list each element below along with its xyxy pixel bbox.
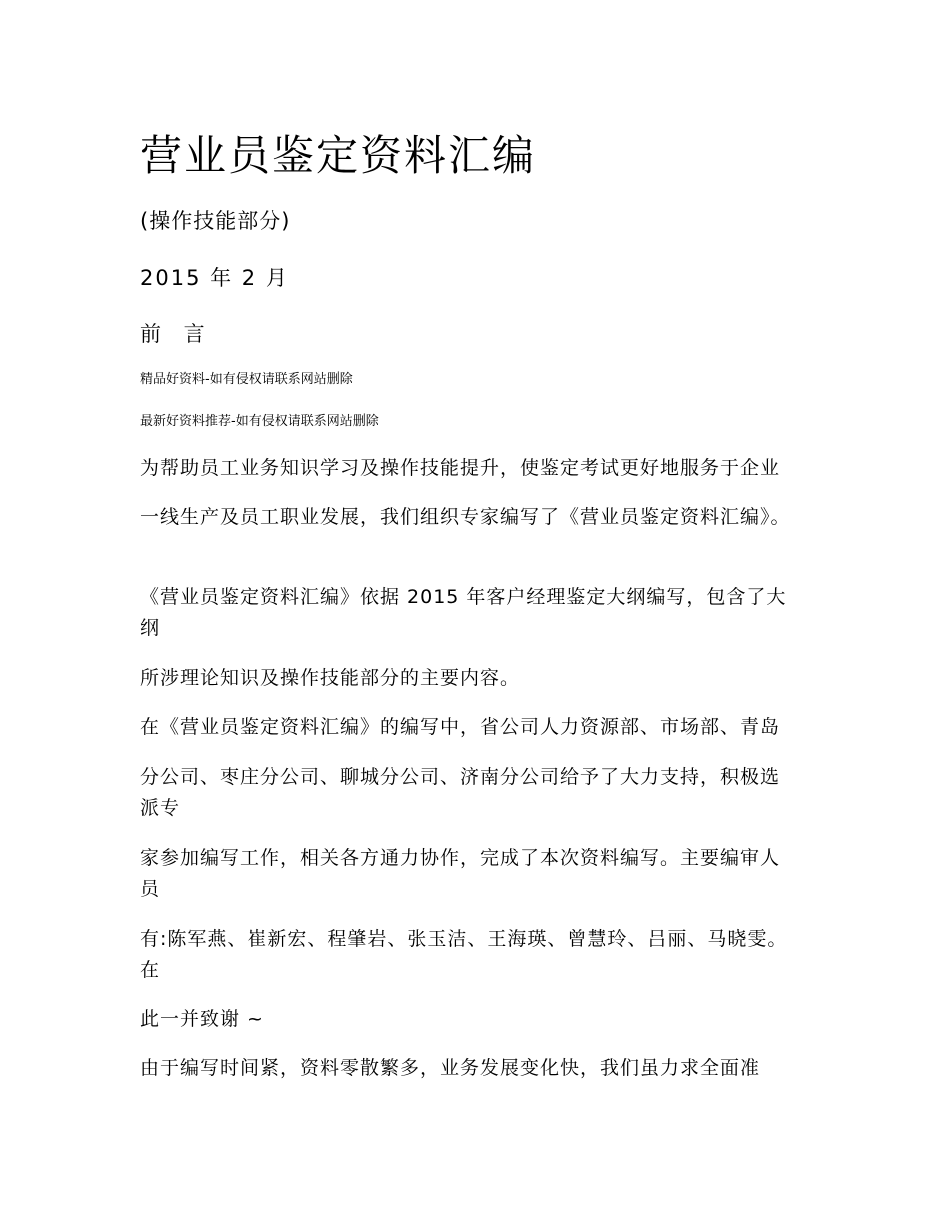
paragraph-line: 所涉理论知识及操作技能部分的主要内容。	[140, 667, 521, 689]
paragraph-line: 派专	[140, 797, 181, 819]
watermark-note: 最新好资料推荐-如有侵权请联系网站删除	[140, 414, 379, 429]
document-subtitle: (操作技能部分)	[140, 209, 291, 233]
paragraph-line: 纲	[140, 617, 161, 639]
paragraph-line: 此一并致谢 ~	[140, 1008, 264, 1030]
document-date: 2015 年 2 月	[140, 266, 289, 290]
paragraph-line: 有:陈军燕、崔新宏、程肇岩、张玉洁、王海瑛、曾慧玲、吕丽、马晓雯。	[140, 928, 788, 950]
document-title: 营业员鉴定资料汇编	[140, 131, 537, 180]
paragraph-line: 为帮助员工业务知识学习及操作技能提升，使鉴定考试更好地服务于企业	[140, 457, 781, 479]
paragraph-line: 员	[140, 878, 161, 900]
watermark-note: 精品好资料-如有侵权请联系网站删除	[140, 372, 353, 387]
paragraph-line: 分公司、枣庄分公司、聊城分公司、济南分公司给予了大力支持，积极选	[140, 766, 781, 788]
section-heading: 前 言	[140, 322, 213, 346]
paragraph-line: 一线生产及员工职业发展，我们组织专家编写了《营业员鉴定资料汇编》。	[140, 506, 791, 528]
paragraph-line: 在《营业员鉴定资料汇编》的编写中，省公司人力资源部、市场部、青岛	[140, 716, 781, 738]
paragraph-line: 由于编写时间紧，资料零散繁多，业务发展变化快，我们虽力求全面准	[140, 1057, 761, 1079]
paragraph-line: 《营业员鉴定资料汇编》依据 2015 年客户经理鉴定大纲编写，包含了大	[140, 586, 787, 608]
paragraph-line: 在	[140, 959, 161, 981]
paragraph-line: 家参加编写工作，相关各方通力协作，完成了本次资料编写。主要编审人	[140, 847, 781, 869]
